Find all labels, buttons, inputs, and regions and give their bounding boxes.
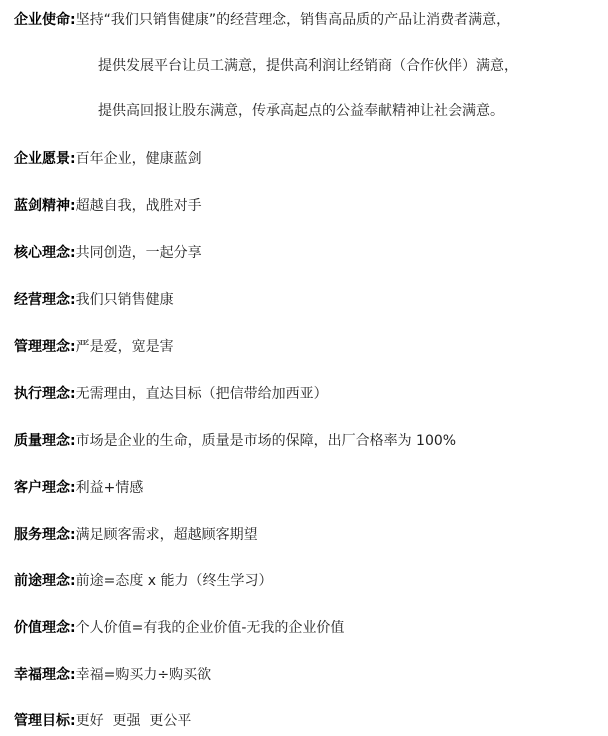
entry-quality-concept xyxy=(14,432,456,450)
entry-label: 幸福理念: xyxy=(14,667,76,683)
entry-spirit xyxy=(14,197,202,215)
entry-value: 前途=态度 x 能力（终生学习） xyxy=(75,573,273,589)
entry-value: 利益+情感 xyxy=(75,480,144,496)
entry-core-concept xyxy=(14,244,202,262)
entry-label: 企业愿景: xyxy=(14,151,76,167)
entry-value-concept xyxy=(14,619,344,637)
entry-execution-concept xyxy=(14,385,328,403)
entry-value: 共同创造，一起分享 xyxy=(75,245,202,261)
entry-label: 服务理念: xyxy=(14,527,76,543)
entry-label: 经营理念: xyxy=(14,292,76,308)
entry-value: 满足顾客需求，超越顾客期望 xyxy=(75,527,258,543)
entry-value: 我们只销售健康 xyxy=(75,292,174,308)
entry-label: 执行理念: xyxy=(14,386,76,402)
entry-label: 核心理念: xyxy=(14,245,76,261)
entry-label: 管理理念: xyxy=(14,339,76,355)
entry-vision xyxy=(14,150,202,168)
entry-future-concept xyxy=(14,572,273,590)
entry-management-concept xyxy=(14,338,174,356)
entry-service-concept xyxy=(14,526,258,544)
entry-happiness-concept xyxy=(14,666,211,684)
entry-continuation: 提供发展平台让员工满意，提供高利润让经销商（合作伙伴）满意， xyxy=(98,58,518,74)
entry-management-goal xyxy=(14,712,191,730)
entry-customer-concept xyxy=(14,479,143,497)
entry-label: 蓝剑精神: xyxy=(14,198,76,214)
entry-value: 个人价值=有我的企业价值-无我的企业价值 xyxy=(75,620,345,636)
entry-value: 幸福=购买力÷购买欲 xyxy=(75,667,212,683)
entry-value: 更好 更强 更公平 xyxy=(75,713,192,729)
entry-value: 超越自我，战胜对手 xyxy=(75,198,202,214)
entry-value: 无需理由，直达目标（把信带给加西亚） xyxy=(75,386,328,402)
entry-label: 企业使命: xyxy=(14,12,76,28)
entry-label: 价值理念: xyxy=(14,620,76,636)
entry-label: 前途理念: xyxy=(14,573,76,589)
entry-label: 质量理念: xyxy=(14,433,76,449)
entry-label: 管理目标: xyxy=(14,713,76,729)
entry-value: 市场是企业的生命，质量是市场的保障，出厂合格率为 100% xyxy=(75,433,457,449)
entry-business-concept xyxy=(14,291,174,309)
entry-mission xyxy=(14,11,510,29)
entry-value: 百年企业，健康蓝剑 xyxy=(75,151,202,167)
entry-value: 坚持“我们只销售健康”的经营理念，销售高品质的产品让消费者满意， xyxy=(75,12,511,28)
entry-value: 严是爱，宽是害 xyxy=(75,339,174,355)
entry-continuation: 提供高回报让股东满意，传承高起点的公益奉献精神让社会满意。 xyxy=(98,103,504,119)
entry-label: 客户理念: xyxy=(14,480,76,496)
